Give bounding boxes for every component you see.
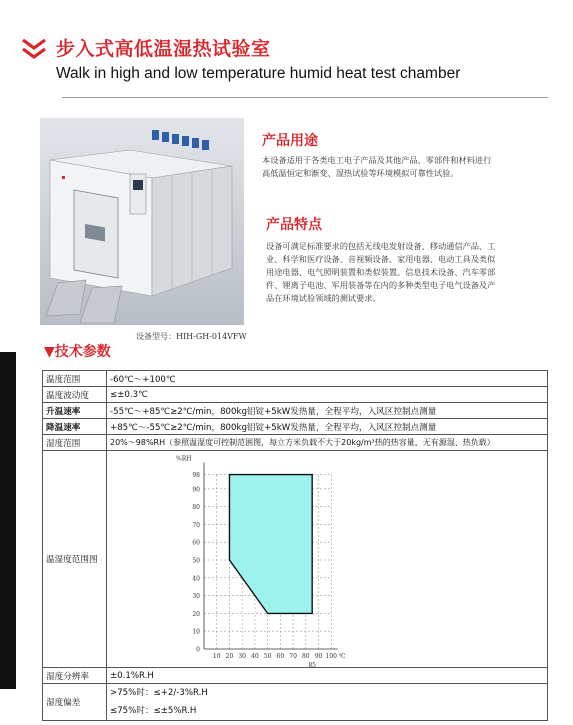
row-label: 湿度范围 — [43, 435, 107, 451]
y-tick-label: 0 — [196, 646, 200, 654]
x-tick-label: 50 — [263, 653, 272, 660]
y-tick-label: 40 — [192, 575, 200, 583]
deviation-line: ≤75%时：≤±5%R.H — [110, 706, 197, 716]
y-tick-label: 70 — [192, 521, 200, 529]
row-value: 20%～98%RH（参照温湿度可控制范围图，每立方米负载不大于20kg/m³热的热容量，无有源湿、热负载） — [107, 435, 548, 451]
usage-line: 本设备适用于各类电工电子产品及其他产品、零部件和材料进行 — [262, 155, 492, 165]
x-tick-label: 70 — [289, 653, 297, 660]
header-divider — [62, 97, 548, 98]
x-tick-label-extra: 85 — [308, 662, 317, 669]
x-tick-label: 100 — [325, 653, 337, 660]
y-axis-label: %RH — [176, 455, 192, 463]
row-label: 温度波动度 — [43, 387, 107, 403]
row-label: 湿度偏差 — [43, 684, 107, 721]
usage-heading: 产品用途 — [262, 133, 318, 149]
page-subtitle: Walk in high and low temperature humid heat test chamber — [56, 65, 461, 82]
y-tick-label: 10 — [192, 628, 200, 636]
features-heading: 产品特点 — [266, 217, 322, 233]
table-row — [43, 403, 548, 419]
row-value: +85℃～-55℃≥2℃/min，800kg铝锭+5kW发热量，全程平均，入风区控制点测量 — [107, 419, 548, 435]
row-label: 降温速率 — [43, 419, 107, 435]
features-line: 件、锂离子电池、军用装备等在内的多种类型电子电气设备及产 — [266, 280, 496, 290]
tech-heading: ▼技术参数 — [44, 344, 111, 360]
deviation-line: >75%时：≤+2/-3%R.H — [110, 688, 208, 698]
chart-cell — [107, 451, 548, 668]
x-axis-label: ℃ — [338, 653, 346, 660]
row-value: -60℃～+100℃ — [107, 371, 548, 387]
row-label: 温度范围 — [43, 371, 107, 387]
y-tick-label: 60 — [192, 539, 200, 547]
y-tick-label: 80 — [192, 504, 200, 512]
row-value: ≤±0.3℃ — [107, 387, 548, 403]
row-label: 湿度分辨率 — [43, 668, 107, 684]
usage-text — [262, 154, 491, 180]
double-chevron-icon — [20, 38, 48, 60]
table-row — [43, 419, 548, 435]
x-tick-label: 30 — [238, 653, 247, 660]
spec-table — [42, 370, 548, 721]
y-tick-label: 90 — [192, 486, 200, 494]
x-tick-label: 60 — [276, 653, 285, 660]
table-row — [43, 668, 548, 684]
table-row — [43, 451, 548, 668]
features-line: 业、科学和医疗设备、音视频设备、家用电器、电动工具及类似 — [266, 254, 496, 264]
features-line: 用途电器、电气照明装置和类似装置、信息技术设备、汽车零部 — [266, 267, 496, 277]
row-value — [107, 684, 548, 721]
y-tick-label: 98 — [192, 472, 200, 480]
side-bar — [0, 352, 16, 689]
y-tick-label: 20 — [192, 610, 200, 618]
table-row — [43, 435, 548, 451]
features-text — [266, 240, 495, 305]
humidity-region — [229, 475, 312, 614]
y-tick-label: 30 — [192, 593, 200, 601]
features-line: 品在环境试验领域的测试要求。 — [266, 293, 381, 303]
x-tick-label: 10 — [212, 653, 221, 660]
x-tick-label: 90 — [314, 653, 323, 660]
row-label: 升温速率 — [43, 403, 107, 419]
row-label: 温湿度范围图 — [43, 451, 107, 668]
y-tick-label: 50 — [192, 557, 200, 565]
table-row — [43, 371, 548, 387]
page-title: 步入式高低温湿热试验室 — [56, 38, 271, 60]
usage-line: 高低温恒定和渐变、湿热试验等环境模拟可靠性试验。 — [262, 168, 459, 178]
row-value: ±0.1%R.H — [107, 668, 548, 684]
table-row — [43, 387, 548, 403]
model-label: 设备型号：HIH-GH-014VFW — [136, 332, 247, 341]
x-tick-label: 40 — [251, 653, 259, 660]
features-line: 设备可满足标准要求的包括无线电发射设备、移动通信产品、工 — [266, 241, 496, 251]
product-photo — [40, 118, 244, 325]
row-value: -55℃～+85℃≥2℃/min，800kg铝锭+5kW发热量，全程平均，入风区控制点测量 — [107, 403, 548, 419]
table-row — [43, 684, 548, 721]
x-tick-label: 20 — [225, 653, 234, 660]
x-tick-label: 80 — [301, 653, 310, 660]
humidity-range-chart — [107, 451, 547, 669]
